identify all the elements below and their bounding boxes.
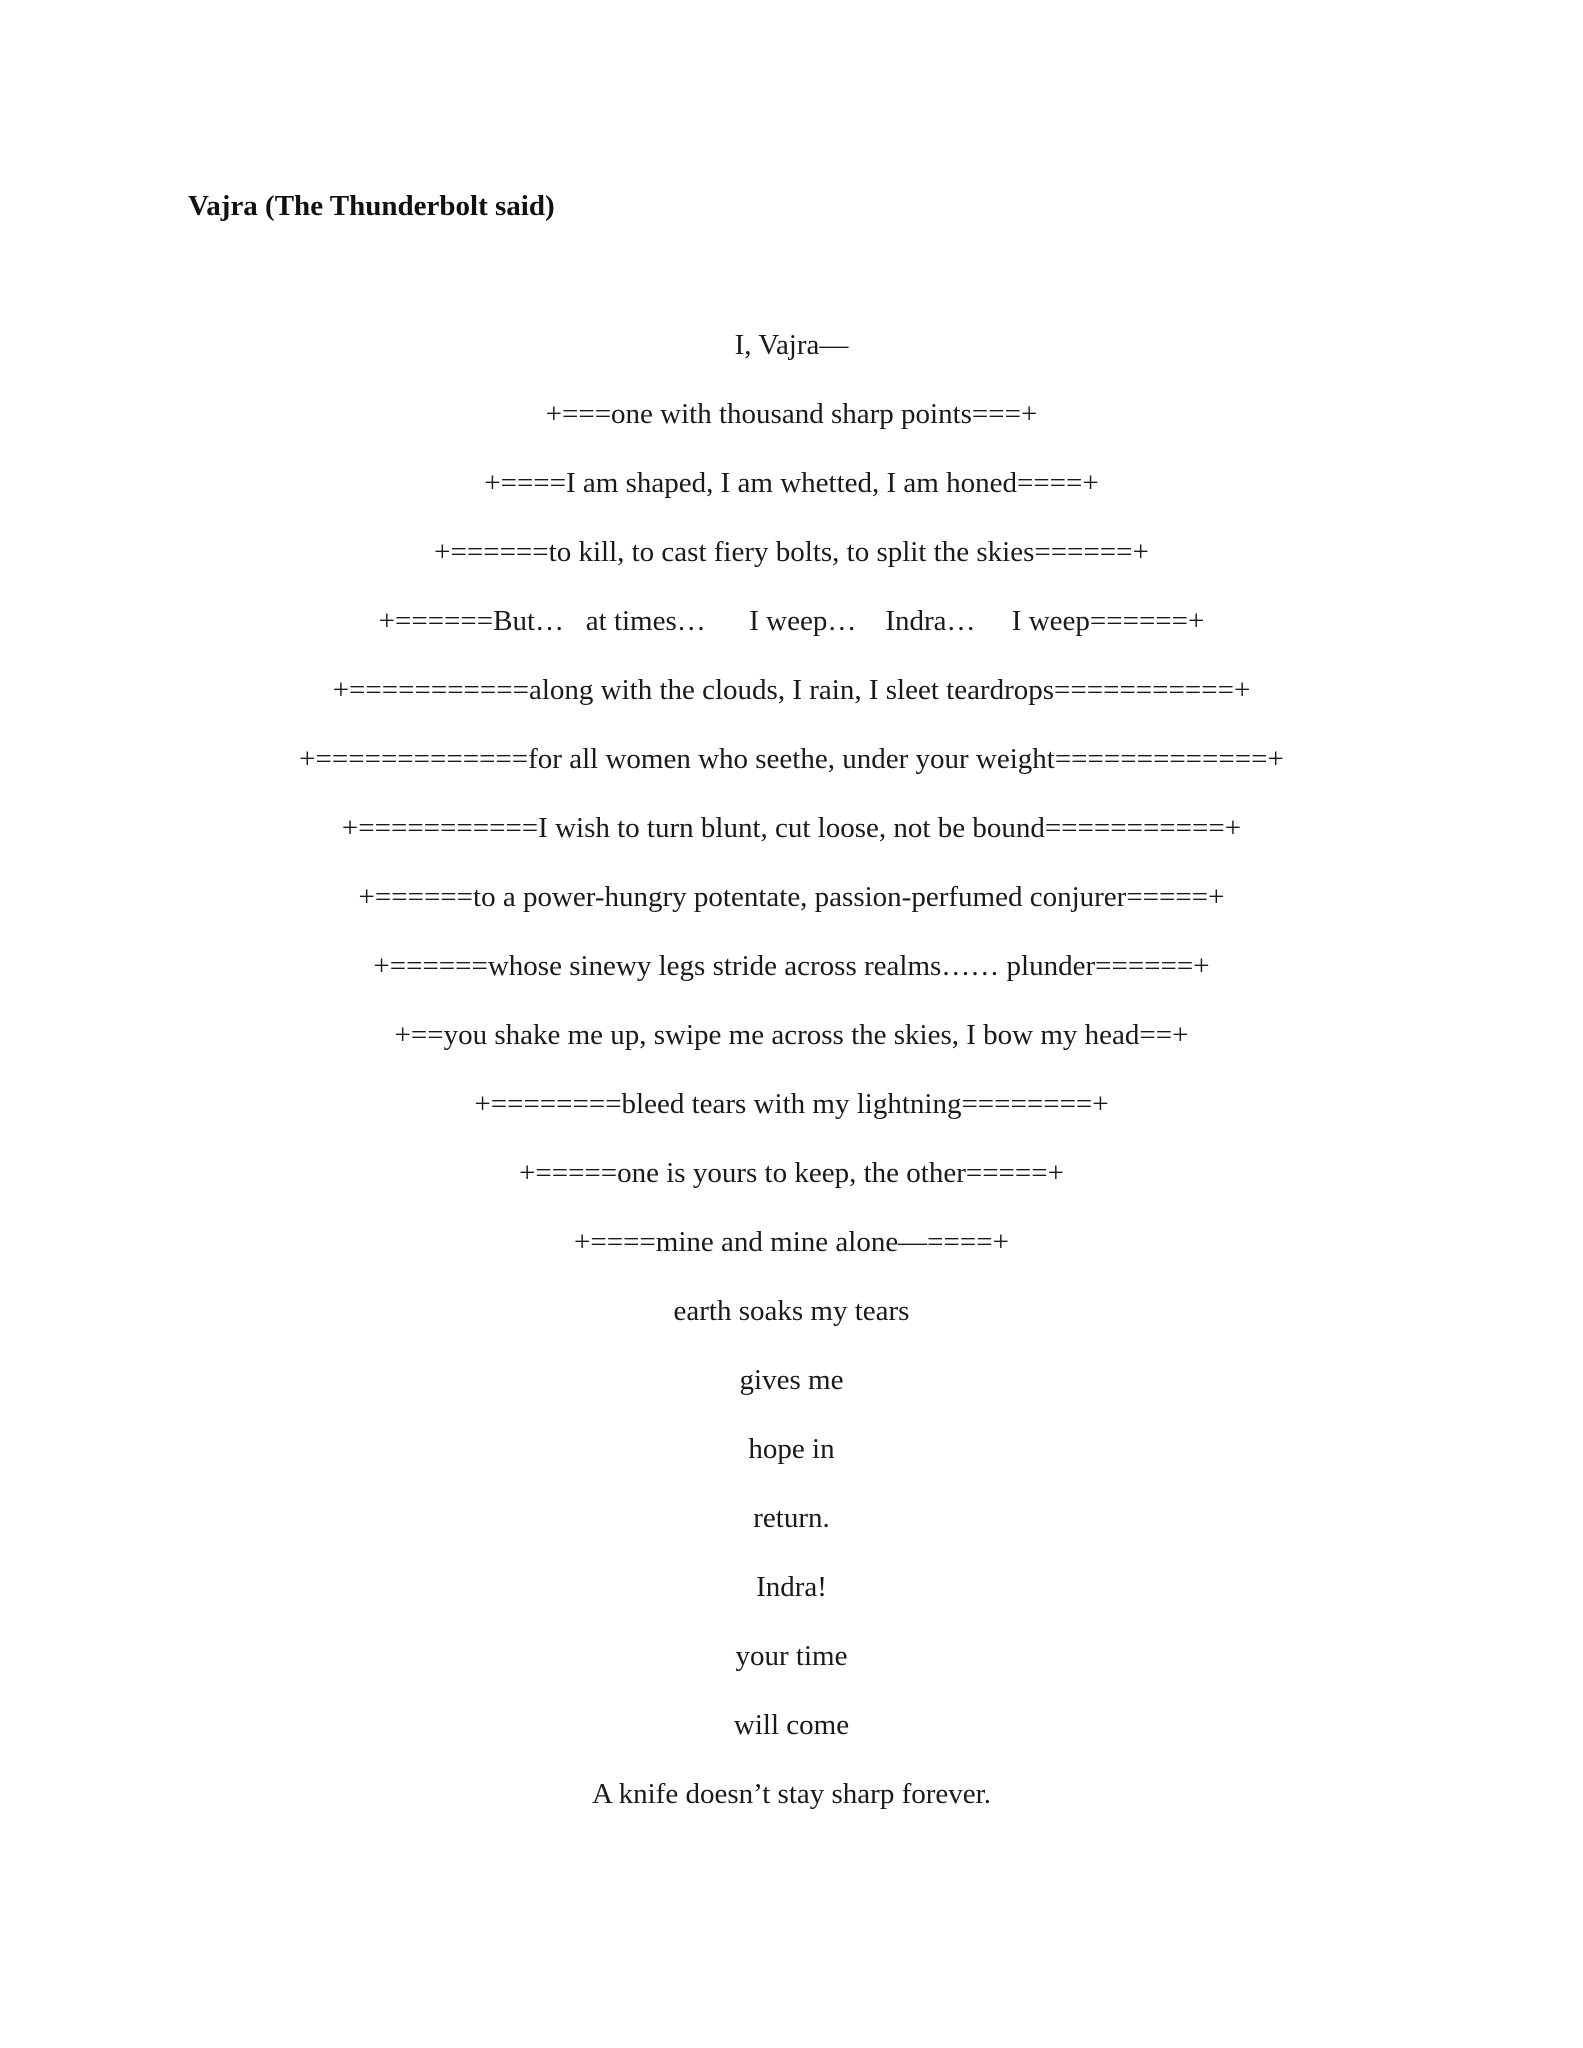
poem-line: +======to a power-hungry potentate, passion-perfumed conjurer=====+ [358,881,1225,913]
poem-line: +==you shake me up, swipe me across the skies, I bow my head==+ [394,1019,1189,1051]
poem-line: +===========along with the clouds, I rain, I sleet teardrops===========+ [332,674,1251,706]
poem-body [0,325,1583,1843]
poem-line: +===========I wish to turn blunt, cut loose, not be bound===========+ [341,812,1242,844]
poem-line: hope in [748,1433,835,1465]
poem-line: your time [735,1640,848,1672]
poem-line: +====mine and mine alone—====+ [574,1226,1009,1258]
poem-line: A knife doesn’t stay sharp forever. [592,1778,991,1810]
poem-line: +===one with thousand sharp points===+ [545,398,1038,430]
poem-line: +====I am shaped, I am whetted, I am honed====+ [484,467,1099,499]
poem-line: gives me [739,1364,844,1396]
poem-line: +======But… at times… I weep… Indra… I weep======+ [378,605,1205,637]
poem-line: +========bleed tears with my lightning========+ [474,1088,1109,1120]
poem-line: Indra! [756,1571,827,1603]
poem-line: +======to kill, to cast fiery bolts, to split the skies======+ [434,536,1149,568]
poem-line: I, Vajra— [734,329,849,361]
poem-line: +======whose sinewy legs stride across realms…… plunder======+ [373,950,1210,982]
poem-line: will come [733,1709,850,1741]
poem-line: earth soaks my tears [673,1295,910,1327]
poem-line: +=============for all women who seethe, under your weight=============+ [299,743,1284,775]
poem-line: return. [753,1502,830,1534]
poem-line: +=====one is yours to keep, the other=====+ [519,1157,1064,1189]
poem-title: Vajra (The Thunderbolt said) [188,190,555,222]
